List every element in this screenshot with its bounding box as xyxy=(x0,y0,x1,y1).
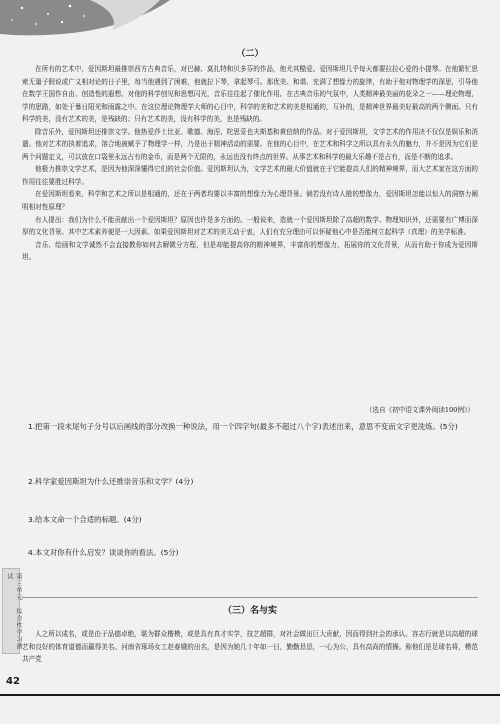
paragraph: 有人提出：我们为什么不能贡献出一个爱因斯坦？原因也许是多方面的。一般说来，造就一个爱因斯坦除了高超的数学、物理知识外，还需要有广博而深厚的文化背景。其中艺术素养便是一大因素。如果爱因斯坦对艺术的美无动于衷，人们有充分理由可以怀疑他心中是否能树立起科学（真理）的美学标准。 xyxy=(22,215,478,237)
unit-label: 第三单元 综合性学习测试 xyxy=(6,573,22,650)
bottom-rule xyxy=(0,694,500,696)
question-2: 2.科学家爱因斯坦为什么还推崇音乐和文学？(4分) xyxy=(28,477,194,486)
corner-decoration xyxy=(0,0,200,40)
paragraph: 在所有的艺术中，爱因斯坦最推崇西方古典音乐，对巴赫、莫扎特和贝多芬的作品，他尤其酷爱。爱因斯坦几乎每天都要拉拉心爱的小提琴。在他繁忙思索无量子假说或广义相对论的日子里，每当他遇到了困难，他就拉下琴，拿起琴弓。那优美、和谐、充满了想像力的旋律，有助于他对物理学的深思，引导他在数学王国作自由、创造性的遐想。对他的科学创见和思想闪光，音乐往往起了催化作用。在古典音乐的气氛中，人类精神最美丽的花朵之一——理论物理，学的思路，如处于暴日阳光和雨露之中。在这位理论物理学大师的心目中，科学的美和艺术的美是相通的，互补的，是精神世界最美好最高的两个侧面。只有科学的美，没有艺术的美，是残缺的；只有艺术的美，没有科学的美，也是残缺的。 xyxy=(22,65,478,124)
section-3-body xyxy=(22,628,478,666)
paragraph: 他极力推崇文学艺术，是因为他深深懂得它们的社会价值。爱因斯坦认为，文学艺术的最大价值就在于它能提高人们的精神境界，而大艺术家在这方面的作用往往要胜过科学。 xyxy=(22,165,478,186)
source-citation: （选自《初中语文课外阅读100例》） xyxy=(365,406,474,414)
question-3: 3.给本文命一个合适的标题。(4分) xyxy=(28,515,142,524)
section-divider xyxy=(22,597,478,598)
section-2-body xyxy=(22,63,478,264)
question-1: 1.把第一段末尾句子分号以后画线的部分改换一种说法，用一个四字句(最多不超过八个字)表述出来，意思不变而文字更洗炼。(5分) xyxy=(28,422,458,431)
section-3-title: （三）名与实 xyxy=(222,606,277,616)
question-4: 4.本文对你有什么启发？谈谈你的看法。(5分) xyxy=(28,548,179,557)
paragraph: 人之所以成名，或是由于品德卓绝，堪为群众楷模，或是具有真才实学，技艺超群，对社会做出巨大贡献，因而得到社会的承认。容志行就是以高超的球艺和良好的体育道德而赢得美名。河南省琢场女工赵春娥的出名，是因为她几十年如一日，勤勤恳恳，一心为公，具有高尚的情操。称他们是足球名将，模范共产党 xyxy=(22,630,478,664)
section-2-title: （二） xyxy=(236,49,264,59)
paragraph: 音乐、绘画和文学诚然不会直接教你如何去解微分方程，但是却能提高你的精神境界，丰富你的想像力，拓展你的文化背景，从而有助于你成为爱因斯坦。 xyxy=(22,240,478,262)
unit-side-tab xyxy=(2,568,20,654)
paragraph: 除音乐外，爱因斯坦还推崇文学。他热爱莎士比亚、歌德、海涅、陀思妥也夫斯基和黄伯纳的作品。对于爱因斯坦，文学艺术的作用决不仅仅是娱乐和消遣。他对艺术的执着追求，溶合地被赋予了物理学一样，乃是出于精神活动的需要。在他的心目中，在艺术和科学之所以具有永久的魅力，并不是因为它们是两个问题定义，可以放在口袋里永远占有的金币，而是两个无限的，永远也没有终点的世界。从事艺术和科学的最大乐趣不是占有，而是不断的追求。 xyxy=(22,127,478,161)
paragraph: 在爱因斯坦看来，科学和艺术之所以是相通的，还在于两者均要以丰富的想像力为心理背景。倘若没有诗人般的想像力，爱因斯坦怎能以惊人的洞察力阐明相对性原理？ xyxy=(22,190,478,212)
page-number: 42 xyxy=(6,676,20,687)
